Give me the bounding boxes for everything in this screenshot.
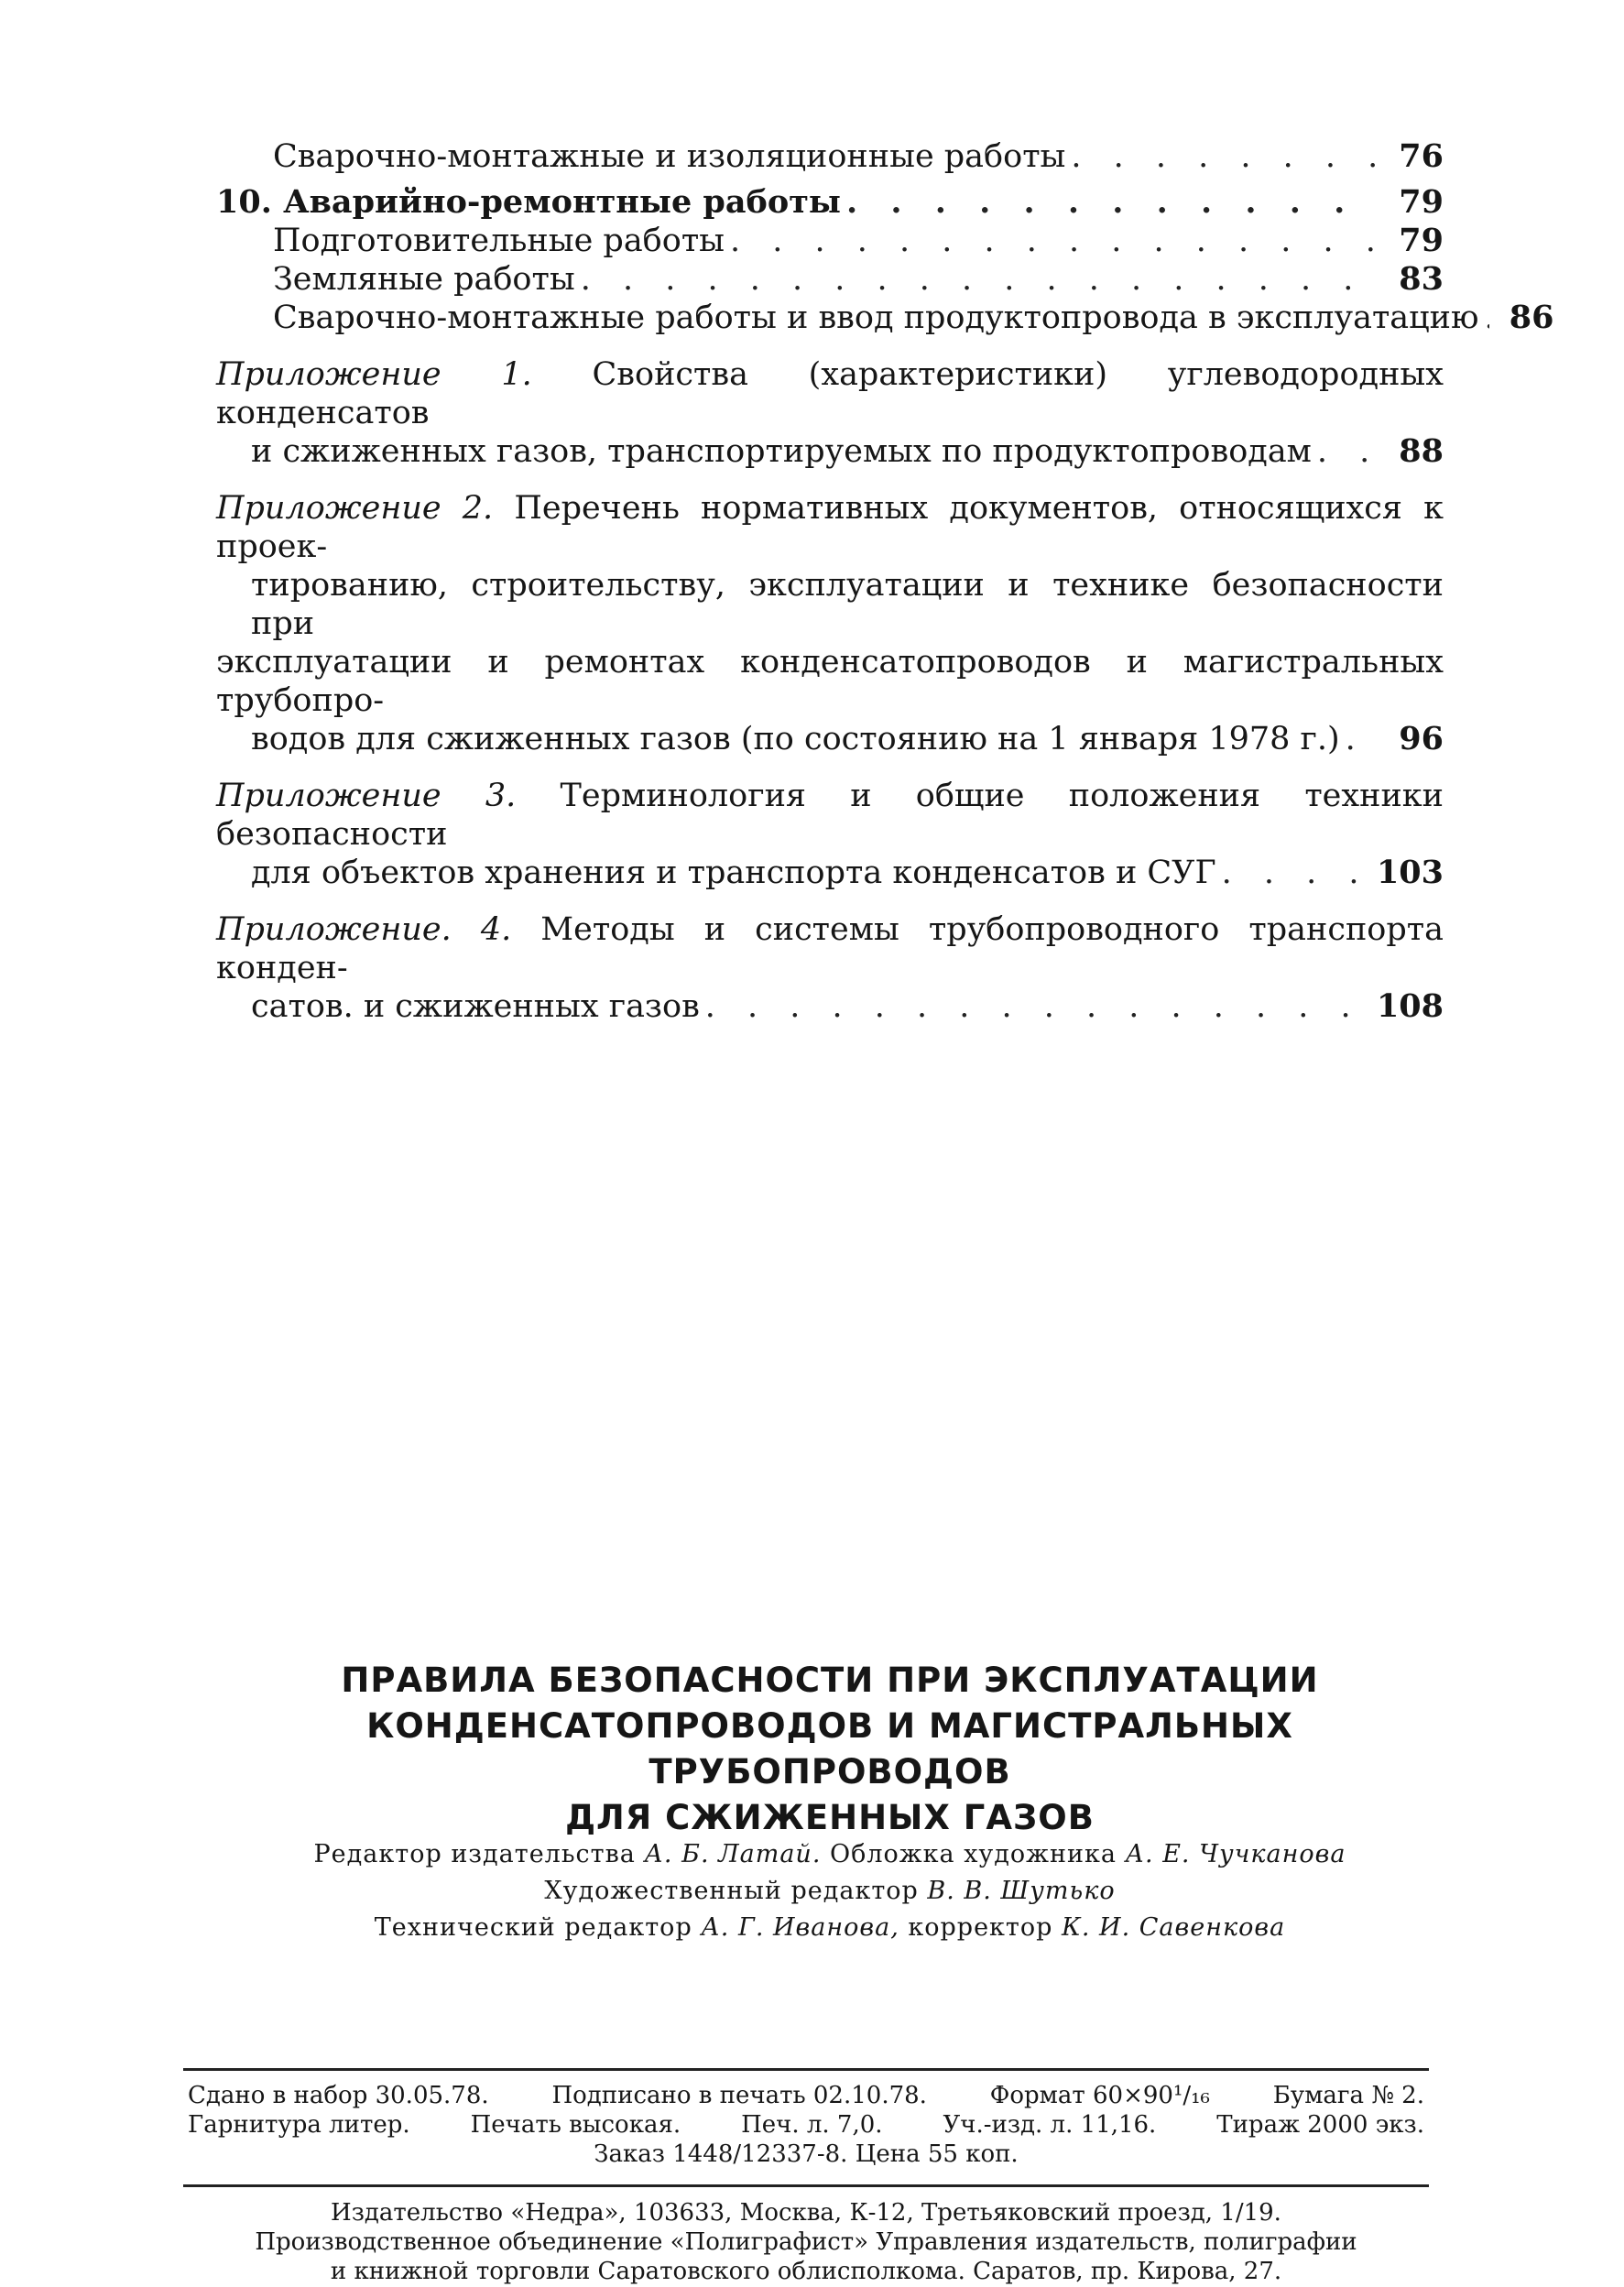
art-editor-name: В. В. Шутько [927, 1877, 1116, 1905]
toc-page-number: 103 [1376, 854, 1444, 891]
tech-editor-name: А. Г. Иванова, [701, 1913, 899, 1942]
toc-entry [216, 137, 1444, 176]
appendix-title-line: сатов. и сжиженных газов [251, 988, 700, 1025]
publisher-block [188, 2198, 1424, 2286]
toc-appendix-last-line [216, 854, 1444, 892]
print-field: Подписано в печать 02.10.78. [551, 2082, 927, 2109]
print-details-line: Заказ 1448/12337-8. Цена 55 коп. [594, 2140, 1019, 2168]
appendix-label: Приложение 1. [216, 356, 532, 393]
toc-page-number: 83 [1399, 260, 1444, 298]
toc-page-number: 76 [1399, 137, 1444, 175]
print-details-line [188, 2110, 1424, 2140]
publisher-line: Издательство «Недра», 103633, Москва, К-12, Третьяковский проезд, 1/19. [331, 2199, 1281, 2227]
appendix-title-line: Свойства (характеристики) углеводородных конденсатов [216, 356, 1444, 431]
proofreader-label: корректор [908, 1913, 1053, 1942]
toc-appendix-first-line [216, 910, 1444, 987]
divider-rule [183, 2184, 1429, 2187]
toc-leader-dots [1216, 854, 1377, 892]
toc-section-title: 10. Аварийно-ремонтные работы [216, 183, 842, 221]
print-field: Уч.-изд. л. 11,16. [943, 2111, 1157, 2139]
toc-appendix-1 [216, 355, 1444, 471]
toc-leader-dots [725, 222, 1379, 260]
toc-appendix-3 [216, 777, 1444, 892]
credits-block [216, 1836, 1444, 1946]
toc-appendix-first-line [216, 355, 1444, 432]
print-field: Печать высокая. [470, 2111, 681, 2139]
toc-appendix-last-line [216, 987, 1444, 1026]
toc-appendix-first-line [216, 777, 1444, 854]
toc-leader-dots [1340, 720, 1379, 758]
toc-page-number: 79 [1399, 183, 1444, 221]
toc-entry-title: Земляные работы [273, 261, 575, 298]
print-details [188, 2081, 1424, 2169]
toc-leader-dots [1065, 137, 1379, 176]
appendix-label: Приложение 2. [216, 490, 494, 527]
editor-label: Редактор издательства [313, 1840, 636, 1868]
tech-editor-label: Технический редактор [374, 1913, 692, 1942]
toc-appendix-2 [216, 489, 1444, 758]
toc-section [216, 183, 1444, 222]
toc-entry-title: Сварочно-монтажные работы и ввод продуктопровода в эксплуатацию [273, 299, 1479, 336]
toc-entry [216, 222, 1444, 260]
toc-entry [216, 299, 1554, 337]
toc-page-number: 88 [1399, 432, 1444, 470]
toc-page-number: 79 [1399, 222, 1444, 259]
divider-rule [183, 2068, 1429, 2071]
art-editor-label: Художественный редактор [544, 1877, 919, 1905]
toc-appendix-first-line [216, 489, 1444, 566]
toc-page-number: 96 [1399, 720, 1444, 757]
appendix-title-line: тированию, строительству, эксплуатации и технике безопасности при [251, 567, 1444, 642]
print-field: Печ. л. 7,0. [741, 2111, 883, 2139]
print-details-line [188, 2081, 1424, 2110]
book-title [216, 1658, 1444, 1841]
toc-page-number: 108 [1376, 987, 1444, 1025]
book-title-line: ПРАВИЛА БЕЗОПАСНОСТИ ПРИ ЭКСПЛУАТАЦИИ [341, 1661, 1319, 1700]
toc-leader-dots [841, 183, 1379, 222]
credits-line [216, 1836, 1444, 1873]
toc-leader-dots [1478, 299, 1489, 337]
appendix-title-line: водов для сжиженных газов (по состоянию на 1 января 1978 г.) [251, 721, 1340, 757]
credits-line [216, 1873, 1444, 1910]
editor-name: А. Б. Латай. [644, 1840, 822, 1868]
credits-line [216, 1910, 1444, 1946]
toc-leader-dots [700, 987, 1377, 1026]
toc-appendix-last-line [216, 720, 1444, 758]
cover-artist-name: А. Е. Чучканова [1125, 1840, 1346, 1868]
toc-appendix-last-line [216, 432, 1444, 471]
toc-appendix-4 [216, 910, 1444, 1026]
appendix-label: Приложение 3. [216, 778, 517, 814]
print-field: Формат 60×90¹/₁₆ [989, 2082, 1210, 2109]
toc-entry-title: Сварочно-монтажные и изоляционные работы [273, 138, 1066, 175]
book-title-line: КОНДЕНСАТОПРОВОДОВ И МАГИСТРАЛЬНЫХ ТРУБОПРОВОДОВ [366, 1706, 1293, 1791]
appendix-title-line: эксплуатации и ремонтах конденсатопроводов и магистральных трубопро- [216, 644, 1444, 719]
appendix-title-line: для объектов хранения и транспорта конденсатов и СУГ [251, 855, 1216, 891]
cover-label: Обложка художника [830, 1840, 1117, 1868]
toc-leader-dots [1312, 432, 1379, 471]
print-field: Тираж 2000 экз. [1216, 2111, 1424, 2139]
book-title-line: ДЛЯ СЖИЖЕННЫХ ГАЗОВ [565, 1798, 1095, 1837]
print-field: Гарнитура литер. [188, 2111, 410, 2139]
publisher-line: и книжной торговли Саратовского облисполкома. Саратов, пр. Кирова, 27. [330, 2258, 1282, 2285]
toc-leader-dots [575, 260, 1379, 299]
proofreader-name: К. И. Савенкова [1062, 1913, 1286, 1942]
print-field: Сдано в набор 30.05.78. [188, 2082, 489, 2109]
appendix-label: Приложение. 4. [216, 911, 512, 948]
publisher-line: Производственное объединение «Полиграфист» Управления издательств, полиграфии [255, 2228, 1357, 2256]
print-field: Бумага № 2. [1272, 2082, 1424, 2109]
appendix-title-line: Терминология и общие положения техники безопасности [216, 778, 1444, 853]
table-of-contents [216, 137, 1554, 1026]
toc-page-number: 86 [1509, 299, 1554, 336]
toc-entry [216, 260, 1444, 299]
toc-entry-title: Подготовительные работы [273, 223, 725, 259]
appendix-title-line: Методы и системы трубопроводного транспорта конден- [216, 911, 1444, 986]
appendix-title-line: Перечень нормативных документов, относящихся к проек- [216, 490, 1444, 565]
appendix-title-line: и сжиженных газов, транспортируемых по продуктопроводам [251, 433, 1312, 470]
